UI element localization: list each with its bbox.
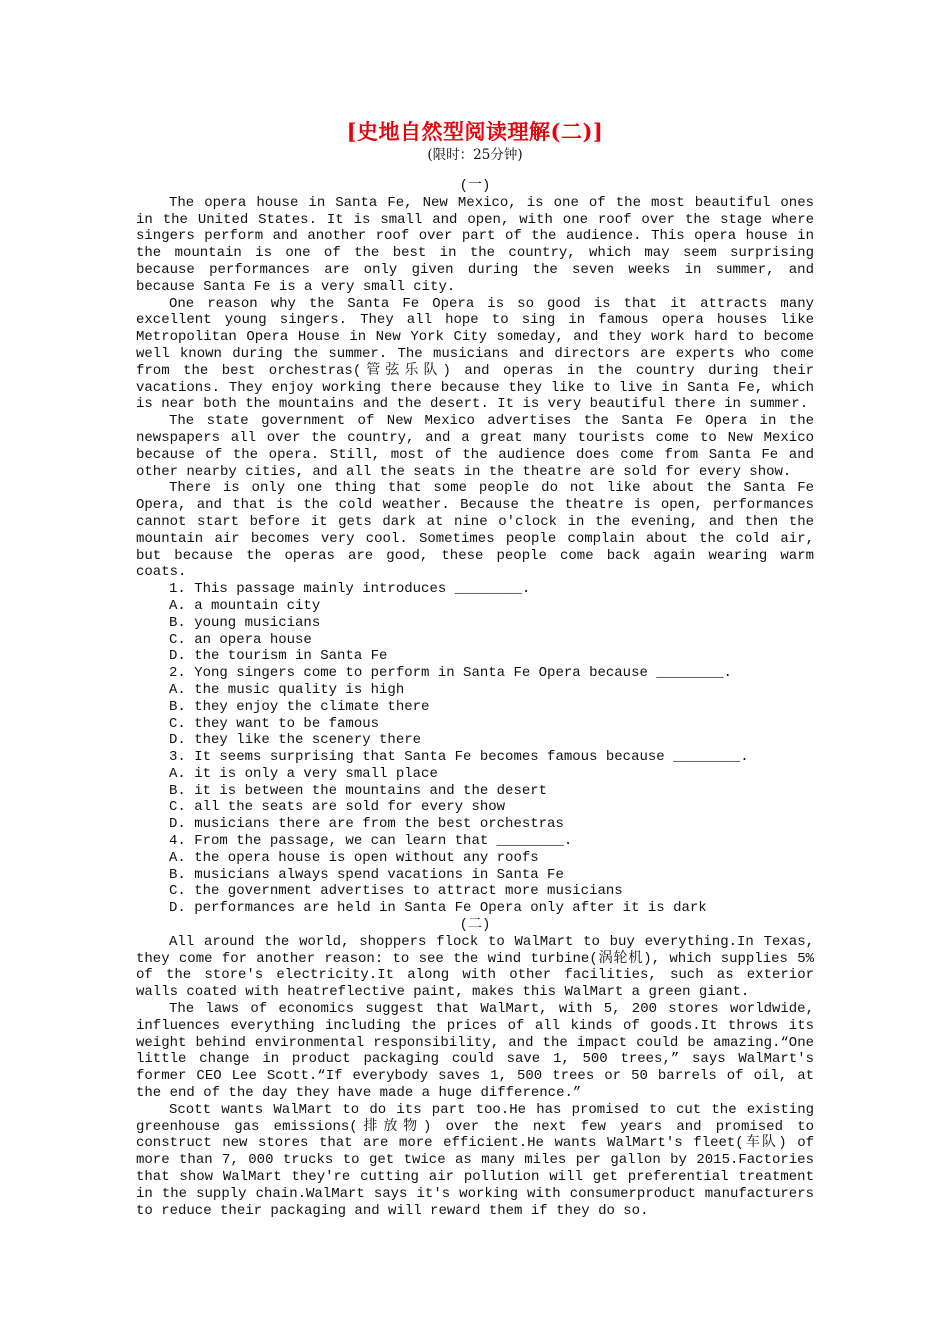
passage-paragraph: The opera house in Santa Fe, New Mexico, is one of the most beautiful ones in the United States. It is small and open, with one roof over the stage where singers perform and another roof over part of the audience. This opera house in the mountain is one of the best in the country, which may seem surprising because performances are only given during the seven weeks in summer, and because Santa Fe is a very small city. [136,194,814,295]
question-stem: 3. It seems surprising that Santa Fe becomes famous because ________. [169,749,749,766]
answer-option: C. all the seats are sold for every show [169,799,506,816]
page-title: [史地自然型阅读理解(二)] [346,119,604,144]
answer-option: A. it is only a very small place [169,765,438,782]
answer-option: A. the opera house is open without any roofs [169,849,539,866]
question-stem: 4. From the passage, we can learn that ________. [169,833,573,850]
answer-option: D. performances are held in Santa Fe Opera only after it is dark [169,900,707,917]
passage-paragraph: One reason why the Santa Fe Opera is so good is that it attracts many excellent young singers. They all hope to sing in famous opera houses like Metropolitan Opera House in New York City someday, and they work hard to become well known during the summer. The musicians and directors are experts who come from the best orchestras(管弦乐队) and operas in the country during their vacations. They enjoy working there because they like to live in Santa Fe, which is near both the mountains and the desert. It is very beautiful there in summer. [136,295,814,413]
question-stem: 2. Yong singers come to perform in Santa Fe Opera because ________. [169,665,732,682]
passage-paragraph: The laws of economics suggest that WalMart, with 5, 200 stores worldwide, influences everything including the prices of all kinds of goods.It throws its weight behind environmental responsibility, and the impact could be amazing.“One little change in product packaging could save 1, 500 trees,” says WalMart's former CEO Lee Scott.“If everybody saves 1, 500 trees or 50 barrels of oil, at the end of the day they have made a huge difference.” [136,1001,814,1102]
section-heading-2: (二) [459,917,491,934]
section-heading-1: (一) [459,178,491,194]
answer-option: B. it is between the mountains and the desert [169,782,548,799]
answer-option: D. the tourism in Santa Fe [169,648,388,665]
answer-option: C. they want to be famous [169,715,380,732]
passage-paragraph: There is only one thing that some people do not like about the Santa Fe Opera, and that is the cold weather. Because the theatre is open, performances cannot start before it gets dark at nine o'clock in the evening, and then the mountain air becomes very cool. Sometimes people complain about the cold air, but because the operas are good, these people come back again wearing warm coats. [136,480,814,581]
answer-option: C. an opera house [169,631,312,648]
document-body [136,178,814,1219]
answer-option: C. the government advertises to attract more musicians [169,883,623,900]
answer-option: A. the music quality is high [169,681,405,698]
time-limit: (限时：25分钟) [427,147,523,163]
answer-option: D. they like the scenery there [169,732,422,749]
passage-paragraph: The state government of New Mexico advertises the Santa Fe Opera in the newspapers all over the country, and a great many tourists come to New Mexico because of the opera. Still, most of the audience does come from Santa Fe and other nearby cities, and all the seats in the theatre are sold for every show. [136,413,814,480]
answer-option: A. a mountain city [169,597,321,614]
answer-option: B. musicians always spend vacations in Santa Fe [169,866,564,883]
answer-option: D. musicians there are from the best orchestras [169,816,564,833]
question-stem: 1. This passage mainly introduces ________. [169,581,531,598]
passage-paragraph: Scott wants WalMart to do its part too.He has promised to cut the existing greenhouse gas emissions(排放物) over the next few years and promised to construct new stores that are more efficient.He wants WalMart's fleet(车队) of more than 7, 000 trucks to get twice as many miles per gallon by 2015.Factories that show WalMart they're cutting air pollution will get preferential treatment in the supply chain.WalMart says it's working with consumerproduct manufacturers to reduce their packaging and will reward them if they do so. [136,1101,814,1219]
answer-option: B. they enjoy the climate there [169,698,430,715]
answer-option: B. young musicians [169,614,321,631]
passage-paragraph: All around the world, shoppers flock to WalMart to buy everything.In Texas, they come for another reason: to see the wind turbine(涡轮机), which supplies 5% of the store's electricity.It along with other facilities, such as exterior walls coated with heatreflective paint, makes this WalMart a green giant. [136,933,814,1001]
